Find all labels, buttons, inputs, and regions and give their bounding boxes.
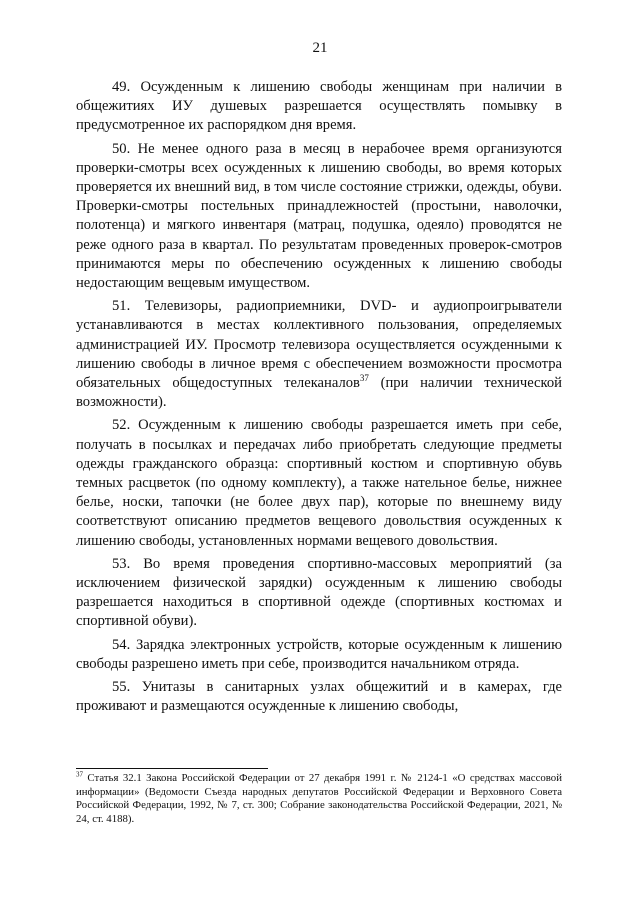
footnote-divider bbox=[76, 768, 268, 769]
paragraph-51 bbox=[76, 297, 562, 412]
paragraph-53: 53. Во время проведения спортивно-массовых мероприятий (за исключением физической зарядки) осужденным к лишению свободы разрешается находиться в спортивной одежде (спортивных костюмах и спортивной обуви). bbox=[76, 555, 562, 630]
footnote-reference[interactable]: 37 bbox=[359, 373, 369, 384]
paragraph-55: 55. Унитазы в санитарных узлах общежитий и в камерах, где проживают и размещаются осужденные к лишению свободы, bbox=[76, 679, 562, 715]
paragraph-49: 49. Осужденным к лишению свободы женщинам при наличии в общежитиях ИУ душевых разрешается осуществлять помывку в предусмотренное их распорядком дня время. bbox=[76, 79, 562, 134]
paragraph-50: 50. Не менее одного раза в месяц в нерабочее время организуются проверки-смотры всех осужденных к лишению свободы, во время которых проверяется их внешний вид, в том числе состояние стрижки, одежды, обуви. Проверки-смотры постельных принадлежностей (простыни, наволочки, полотенца) и мягкого инвентаря (матрац, подушка, одеяло) проводятся не реже одного раза в квартал. По результатам проведенных проверок-смотров принимаются меры по обеспечению осужденных к лишению свободы недостающим вещевым имуществом. bbox=[76, 140, 562, 292]
footnotes bbox=[76, 772, 562, 826]
paragraph-51-text: 51. Телевизоры, радиоприемники, DVD- и аудиопроигрыватели устанавливаются в местах коллективного пользования, определяемых администрацией ИУ. Просмотр телевизора осуществляется осужденными к лишению свободы в личное время с обеспечением возможности просмотра обязательных общедоступных телеканалов bbox=[76, 298, 562, 392]
footnote-37 bbox=[76, 772, 562, 826]
paragraph-51-text-end: (при наличии технической возможности). bbox=[76, 375, 562, 411]
body-text bbox=[76, 78, 562, 721]
footnote-number: 37 bbox=[76, 770, 83, 779]
paragraph-52: 52. Осужденным к лишению свободы разрешается иметь при себе, получать в посылках и передачах либо приобретать следующие предметы одежды гражданского образца: спортивный костюм и спортивную обувь темных расцветок (по одному комплекту), а также нательное белье, нижнее белье, носки, тапочки (не более двух пар), которые по внешнему виду соответствуют описанию предметов вещевого довольствия осужденных к лишению свободы, установленных нормами вещевого довольствия. bbox=[76, 417, 562, 549]
footnote-text: Статья 32.1 Закона Российской Федерации от 27 декабря 1991 г. № 2124-1 «О средствах массовой информации» (Ведомости Съезда народных депутатов Российской Федерации и Верховного Совета Российской Федерации, 1992, № 7, ст. 300; Собрание законодательства Российской Федерации, 2021, № 24, ст. 4188). bbox=[76, 772, 562, 825]
paragraph-54: 54. Зарядка электронных устройств, которые осужденным к лишению свободы разрешено иметь при себе, производится начальником отряда. bbox=[76, 636, 562, 672]
page-number: 21 bbox=[312, 40, 328, 56]
